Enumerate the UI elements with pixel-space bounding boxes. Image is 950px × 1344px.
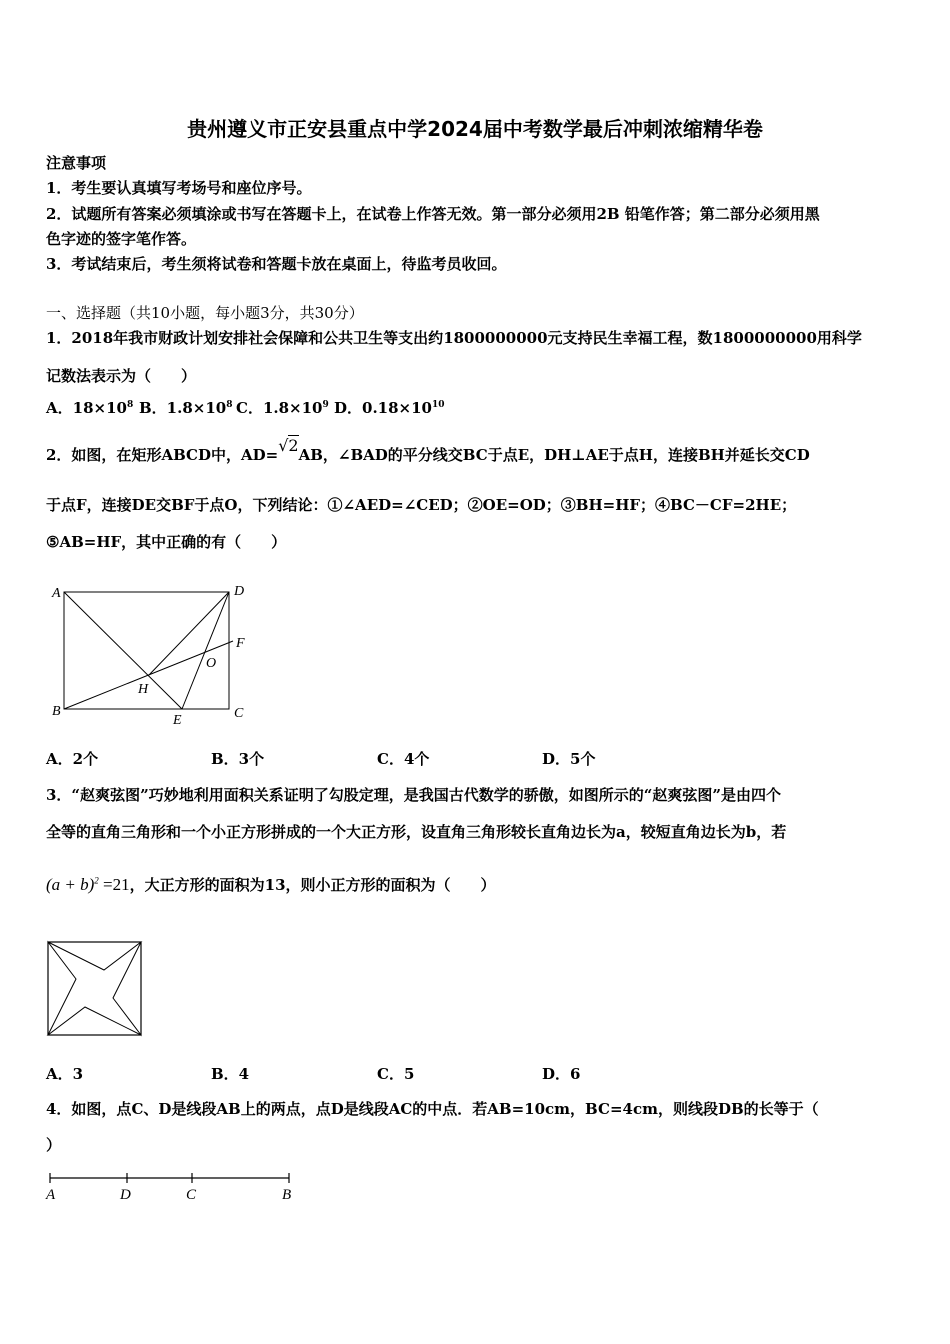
q3-text-part: ，大正方形的面积为13，则小正方形的面积为（ ） [129, 876, 496, 894]
q1-option-c[interactable] [236, 397, 329, 418]
formula-exponent: 2 [94, 875, 99, 886]
sqrt-radicand: 2 [288, 436, 299, 455]
page-title: 贵州遵义市正安县重点中学2024届中考数学最后冲刺浓缩精华卷 [187, 117, 763, 141]
option-exponent: 9 [322, 400, 329, 410]
note-item: 3．考试结束后，考生须将试卷和答题卡放在桌面上，待监考员收回。 [46, 255, 507, 273]
label-e: E [173, 713, 182, 728]
q1-option-d[interactable] [334, 397, 445, 418]
label-f: F [236, 636, 245, 651]
big-square [48, 942, 141, 1035]
label-d: D [234, 584, 245, 599]
notes-heading: 注意事项 [46, 154, 107, 172]
right-triangle [48, 942, 141, 970]
q2-text [46, 436, 810, 465]
q3-option-a[interactable]: A．3 [46, 1065, 84, 1083]
q3-option-b[interactable]: B．4 [211, 1065, 250, 1083]
label-o: O [206, 656, 217, 671]
q2-option-c[interactable]: C．4个 [377, 750, 430, 768]
right-triangle [48, 1007, 141, 1035]
note-item: 色字迹的签字笔作答。 [46, 230, 197, 248]
q4-text: ） [46, 1136, 62, 1154]
label-b: B [52, 704, 61, 719]
label-d: D [120, 1187, 131, 1203]
option-label: D．0.18×10 [334, 399, 432, 417]
q1-option-a[interactable] [46, 397, 133, 418]
option-exponent: 8 [226, 400, 233, 410]
note-item: 2．试题所有答案必须填涂或书写在答题卡上，在试卷上作答无效。第一部分必须用2B 铅笔作答；第二部分必须用黑 [46, 205, 820, 223]
option-exponent: 10 [431, 400, 445, 410]
q2-option-d[interactable]: D．5个 [542, 750, 596, 768]
q2-text-part: 2．如图，在矩形ABCD中，AD= [46, 446, 279, 464]
q1-option-b[interactable] [139, 397, 232, 418]
q3-text: 全等的直角三角形和一个小正方形拼成的一个大正方形，设直角三角形较长直角边长为a，较短直角边长为b，若 [46, 823, 787, 841]
q2-option-a[interactable]: A．2个 [46, 750, 99, 768]
zhao-shuang-figure [46, 940, 144, 1038]
section-heading: 一、选择题（共10小题，每小题3分，共30分） [46, 304, 364, 322]
label-b: B [282, 1187, 292, 1203]
note-item: 1．考生要认真填写考场号和座位序号。 [46, 179, 312, 197]
q4-text: 4．如图，点C、D是线段AB上的两点，点D是线段AC的中点．若AB=10cm，BC=4cm，则线段DB的长等于（ [46, 1100, 819, 1118]
option-label: B．1.8×10 [139, 399, 227, 417]
option-label: C．1.8×10 [236, 399, 323, 417]
q3-option-d[interactable]: D．6 [542, 1065, 581, 1083]
segment-dh [149, 592, 229, 675]
label-a: A [46, 1187, 56, 1203]
formula-rhs: =21 [103, 875, 130, 894]
q2-text: 于点F，连接DE交BF于点O，下列结论：①∠AED=∠CED；②OE=OD；③BH=HF；④BC－CF=2HE； [46, 496, 797, 514]
label-a: A [52, 586, 61, 601]
right-triangle [48, 942, 76, 1035]
q3-option-c[interactable]: C．5 [377, 1065, 415, 1083]
q1-text: 记数法表示为（ ） [46, 367, 197, 385]
option-label: A．18×10 [46, 399, 127, 417]
segment-ae [64, 592, 182, 709]
q2-rectangle-figure [46, 578, 256, 728]
right-triangle [113, 942, 141, 1035]
q2-text: ⑤AB=HF，其中正确的有（ ） [46, 533, 287, 551]
sqrt-expression: √2 [278, 436, 299, 455]
q2-text-part: AB，∠BAD的平分线交BC于点E，DH⊥AE于点H，连接BH并延长交CD [298, 446, 810, 464]
q3-text [46, 874, 496, 895]
q3-text: 3．“赵爽弦图”巧妙地利用面积关系证明了勾股定理，是我国古代数学的骄傲，如图所示的“赵爽弦图”是由四个 [46, 786, 781, 804]
q3-formula [46, 875, 130, 894]
label-c: C [186, 1187, 197, 1203]
formula-base: (a + b) [46, 875, 95, 894]
q2-option-b[interactable]: B．3个 [211, 750, 265, 768]
q4-segment-figure [44, 1170, 300, 1206]
label-c: C [234, 706, 244, 721]
q1-text: 1．2018年我市财政计划安排社会保障和公共卫生等支出约1800000000元支持民生幸福工程，数1800000000用科学 [46, 329, 862, 347]
segment-bf [64, 641, 233, 709]
segment-de [182, 592, 229, 709]
label-h: H [138, 682, 149, 697]
option-exponent: 8 [126, 400, 134, 410]
